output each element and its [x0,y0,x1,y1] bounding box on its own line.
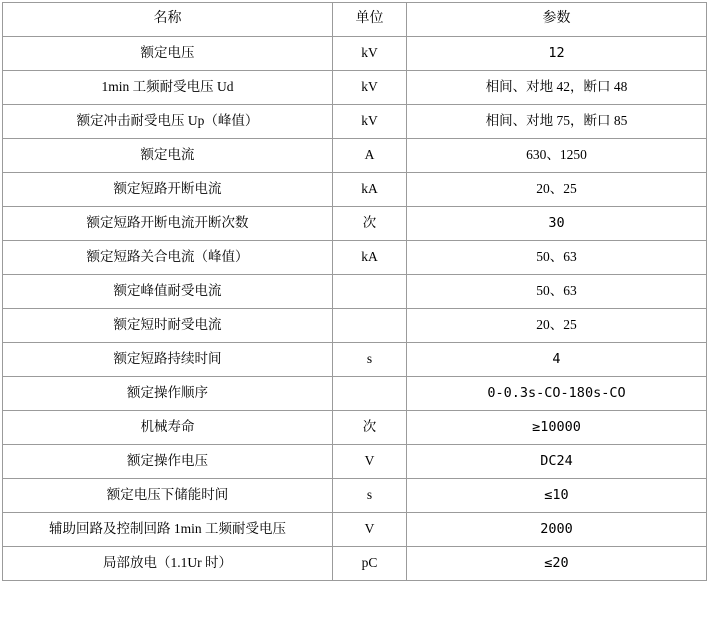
cell-unit [333,275,407,309]
table-row [3,309,707,343]
cell-name: 额定电压下储能时间 [3,479,333,513]
table-body [3,37,707,581]
cell-name: 额定短路关合电流（峰值） [3,241,333,275]
cell-param: ≤20 [407,547,707,581]
table-row [3,37,707,71]
cell-unit: kV [333,105,407,139]
table-row [3,377,707,411]
cell-param: 50、63 [407,241,707,275]
table-row [3,479,707,513]
cell-param: 30 [407,207,707,241]
cell-unit: kV [333,37,407,71]
table-row [3,343,707,377]
cell-unit: 次 [333,207,407,241]
cell-name: 额定电压 [3,37,333,71]
column-header-param: 参数 [407,3,707,37]
cell-name: 1min 工频耐受电压 Ud [3,71,333,105]
cell-unit: A [333,139,407,173]
table-row [3,139,707,173]
cell-unit: s [333,343,407,377]
cell-unit: V [333,513,407,547]
cell-param: 12 [407,37,707,71]
cell-name: 额定短时耐受电流 [3,309,333,343]
cell-unit [333,309,407,343]
cell-param: 50、63 [407,275,707,309]
column-header-unit: 单位 [333,3,407,37]
cell-name: 额定峰值耐受电流 [3,275,333,309]
cell-unit: pC [333,547,407,581]
cell-param: ≥10000 [407,411,707,445]
cell-param: 0-0.3s-CO-180s-CO [407,377,707,411]
cell-name: 额定电流 [3,139,333,173]
table-row [3,547,707,581]
table-row [3,513,707,547]
cell-name: 额定冲击耐受电压 Up（峰值） [3,105,333,139]
table-row [3,71,707,105]
table-row [3,105,707,139]
cell-param: 20、25 [407,309,707,343]
cell-param: 2000 [407,513,707,547]
cell-name: 辅助回路及控制回路 1min 工频耐受电压 [3,513,333,547]
cell-unit [333,377,407,411]
cell-param: 相间、对地 42，断口 48 [407,71,707,105]
cell-name: 机械寿命 [3,411,333,445]
table-row [3,275,707,309]
cell-unit: s [333,479,407,513]
table-row [3,173,707,207]
cell-unit: kV [333,71,407,105]
column-header-name: 名称 [3,3,333,37]
cell-param: 相间、对地 75，断口 85 [407,105,707,139]
table-row [3,241,707,275]
cell-param: 4 [407,343,707,377]
specification-table [2,2,707,581]
cell-name: 额定短路开断电流开断次数 [3,207,333,241]
cell-name: 额定短路持续时间 [3,343,333,377]
cell-param: 630、1250 [407,139,707,173]
cell-unit: V [333,445,407,479]
cell-param: DC24 [407,445,707,479]
table-header [3,3,707,37]
table-row [3,411,707,445]
cell-name: 额定操作电压 [3,445,333,479]
cell-unit: kA [333,173,407,207]
table-row [3,207,707,241]
cell-name: 额定短路开断电流 [3,173,333,207]
cell-name: 额定操作顺序 [3,377,333,411]
table-header-row [3,3,707,37]
cell-unit: 次 [333,411,407,445]
table-row [3,445,707,479]
cell-name: 局部放电（1.1Ur 时） [3,547,333,581]
cell-unit: kA [333,241,407,275]
cell-param: ≤10 [407,479,707,513]
cell-param: 20、25 [407,173,707,207]
